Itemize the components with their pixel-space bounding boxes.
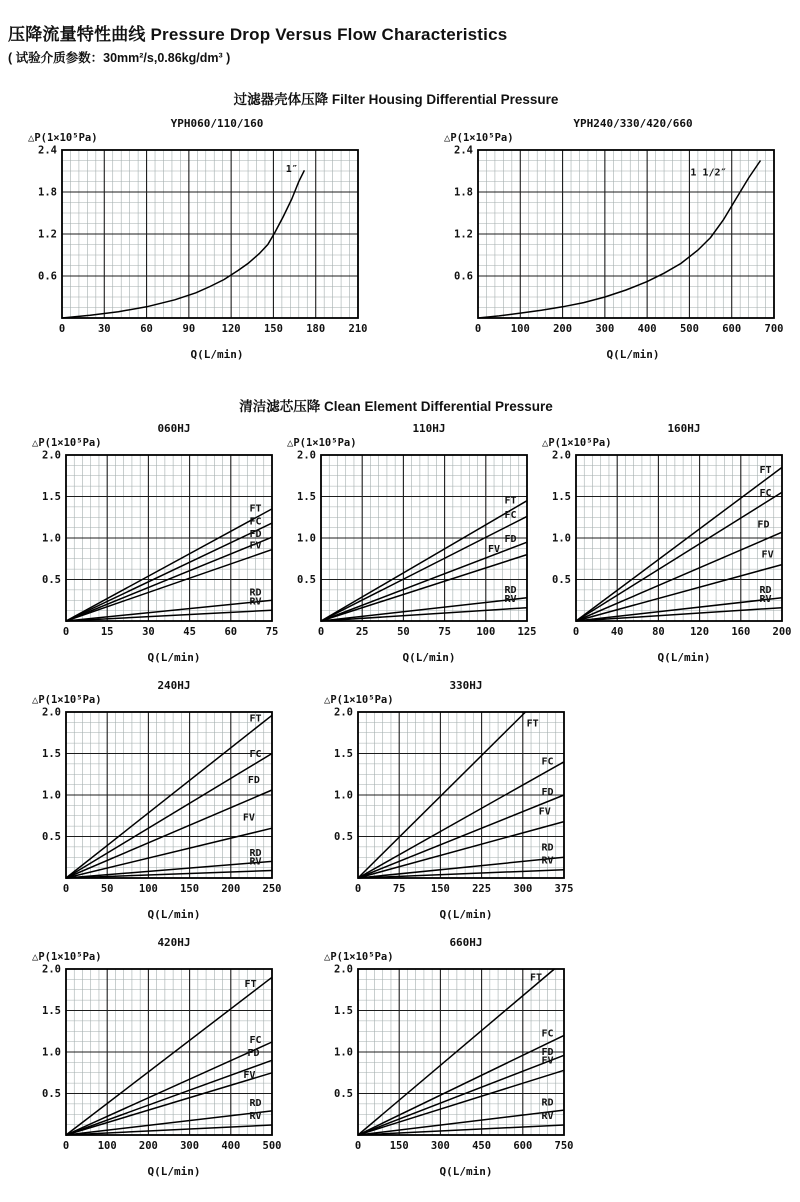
y-tick-label: 1.0 [42, 1046, 61, 1059]
series-line-FC [321, 516, 527, 621]
y-tick-label: 2.4 [454, 145, 473, 157]
plot-area-element-060hj [30, 450, 282, 651]
series-label-RD: RD [249, 587, 262, 599]
series-line-FD [66, 790, 272, 878]
x-tick-label: 40 [610, 626, 624, 638]
y-axis-label: △P(1×10⁵Pa) [287, 437, 357, 449]
housing-charts-row [26, 116, 784, 361]
x-tick-label: 0 [572, 626, 580, 638]
series-label-FV: FV [538, 806, 551, 818]
series-label-FV: FV [488, 543, 501, 555]
x-tick-label: 120 [221, 323, 241, 335]
series-label-1 1/2″: 1 1/2″ [690, 167, 727, 179]
plot-area-element-160hj [540, 450, 792, 651]
x-tick-label: 90 [182, 323, 196, 335]
x-tick-label: 25 [355, 626, 369, 638]
chart-title: YPH060/110/160 [170, 117, 264, 130]
y-tick-label: 0.5 [42, 831, 61, 843]
chart-title: 060HJ [157, 422, 191, 435]
series-label-FV: FV [761, 549, 774, 561]
x-tick-label: 200 [553, 323, 573, 335]
chart-housing-yph060-110-160 [26, 116, 372, 361]
section-heading-element: 清洁滤芯压降 Clean Element Differential Pressure [239, 399, 553, 414]
chart-title: 660HJ [449, 936, 483, 949]
y-tick-label: 1.8 [454, 186, 473, 199]
plot-area-housing-yph240-330-420-660 [442, 145, 788, 348]
y-tick-label: 0.5 [42, 1088, 61, 1100]
series-line-FC [358, 1035, 564, 1135]
series-label-FC: FC [541, 756, 554, 768]
x-tick-label: 210 [348, 323, 368, 335]
y-tick-label: 1.0 [334, 789, 353, 802]
series-label-FT: FT [504, 495, 517, 507]
y-tick-label: 0.5 [552, 574, 571, 586]
y-tick-label: 1.5 [334, 1005, 353, 1017]
x-tick-label: 300 [430, 1140, 450, 1152]
y-axis-label: △P(1×10⁵Pa) [32, 951, 102, 963]
series-label-FV: FV [243, 1070, 256, 1082]
element-charts-row-2 [30, 678, 784, 921]
x-axis-label: Q(L/min) [190, 348, 244, 361]
x-tick-label: 75 [438, 626, 451, 638]
series-label-FC: FC [759, 488, 772, 500]
series-label-FC: FC [504, 510, 517, 522]
series-label-FV: FV [541, 1055, 554, 1067]
x-tick-label: 45 [183, 626, 196, 638]
series-label-FD: FD [541, 787, 554, 799]
series-label-FD: FD [247, 1047, 260, 1059]
series-label-RD: RD [541, 842, 554, 854]
x-tick-label: 0 [317, 626, 325, 638]
y-axis-label: △P(1×10⁵Pa) [32, 694, 102, 706]
chart-element-160hj [540, 421, 792, 664]
series-label-RD: RD [541, 1097, 554, 1109]
y-tick-label: 2.0 [297, 450, 316, 462]
series-label-FC: FC [249, 516, 262, 528]
series-label-FD: FD [504, 533, 517, 545]
series-label-RV: RV [759, 594, 772, 606]
y-tick-label: 1.5 [42, 748, 61, 760]
x-tick-label: 75 [265, 626, 279, 638]
x-tick-label: 400 [637, 323, 657, 335]
x-tick-label: 150 [430, 883, 450, 895]
x-tick-label: 300 [180, 1140, 200, 1152]
grid-major [576, 455, 782, 621]
series-label-RV: RV [541, 1111, 554, 1123]
y-tick-label: 1.0 [42, 532, 61, 545]
y-tick-label: 1.5 [552, 491, 571, 503]
grid-major [62, 150, 358, 318]
chart-title: 420HJ [157, 936, 191, 949]
series-label-FT: FT [526, 718, 539, 730]
grid-major [321, 455, 527, 621]
x-tick-label: 0 [62, 626, 70, 638]
chart-element-060hj [30, 421, 282, 664]
series-label-RD: RD [504, 584, 517, 596]
x-tick-label: 50 [100, 883, 114, 895]
series-line-FV [358, 1070, 564, 1135]
y-tick-label: 1.5 [334, 748, 353, 760]
x-tick-label: 250 [262, 883, 282, 895]
series-line-RV [358, 870, 564, 878]
series-line-FD [66, 1060, 272, 1135]
series-label-FD: FD [541, 1047, 554, 1059]
page-title: 压降流量特性曲线 Pressure Drop Versus Flow Characteristics [8, 25, 508, 44]
series-label-RV: RV [249, 856, 262, 868]
x-tick-label: 200 [138, 1140, 158, 1152]
y-axis-label: △P(1×10⁵Pa) [324, 694, 394, 706]
x-axis-label: Q(L/min) [439, 1165, 493, 1178]
series-label-FV: FV [249, 540, 262, 552]
y-tick-label: 1.0 [552, 532, 571, 545]
series-line-RD [66, 861, 272, 878]
y-tick-label: 1.0 [42, 789, 61, 802]
series-line-FD [576, 532, 782, 621]
x-tick-label: 150 [263, 323, 283, 335]
plot-area-element-240hj [30, 707, 282, 908]
series-label-FD: FD [247, 775, 260, 787]
x-tick-label: 30 [142, 626, 155, 638]
y-axis-label: △P(1×10⁵Pa) [542, 437, 612, 449]
x-tick-label: 100 [510, 323, 530, 335]
y-tick-label: 1.5 [42, 491, 61, 503]
x-tick-label: 500 [262, 1140, 282, 1152]
page-subtitle: ( 试验介质参数：30mm²/s,0.86kg/dm³ ) [8, 51, 231, 65]
x-tick-label: 0 [474, 323, 482, 335]
y-axis-label: △P(1×10⁵Pa) [444, 132, 514, 144]
y-axis-label: △P(1×10⁵Pa) [32, 437, 102, 449]
series-label-RV: RV [249, 1111, 262, 1123]
y-tick-label: 2.4 [38, 145, 57, 157]
x-tick-label: 150 [180, 883, 200, 895]
chart-element-660hj [322, 935, 574, 1178]
x-tick-label: 375 [554, 883, 574, 895]
x-axis-label: Q(L/min) [439, 908, 493, 921]
y-tick-label: 1.8 [38, 186, 57, 199]
grid-major [358, 712, 564, 878]
series-line-FT [66, 509, 272, 621]
x-axis-label: Q(L/min) [147, 651, 201, 664]
y-axis-label: △P(1×10⁵Pa) [28, 132, 98, 144]
series-line-FT [321, 501, 527, 621]
y-tick-label: 2.0 [334, 964, 353, 976]
series-label-RV: RV [504, 594, 517, 606]
y-tick-label: 2.0 [42, 707, 61, 719]
x-tick-label: 700 [764, 323, 784, 335]
element-charts-row-1 [30, 421, 792, 664]
grid-major [358, 969, 564, 1135]
x-tick-label: 0 [62, 883, 70, 895]
x-tick-label: 15 [100, 626, 114, 638]
series-line-RV [66, 871, 272, 879]
series-line-RV [66, 610, 272, 621]
y-tick-label: 1.0 [297, 532, 316, 545]
series-line-FV [358, 822, 564, 878]
x-tick-label: 80 [652, 626, 665, 638]
chart-title: YPH240/330/420/660 [573, 117, 693, 130]
x-tick-label: 150 [389, 1140, 409, 1152]
x-tick-label: 180 [306, 323, 326, 335]
x-tick-label: 120 [690, 626, 710, 638]
series-label-FC: FC [249, 1034, 262, 1046]
x-tick-label: 300 [595, 323, 615, 335]
plot-area-element-420hj [30, 964, 282, 1165]
series-label-FC: FC [249, 748, 262, 760]
x-tick-label: 0 [58, 323, 66, 335]
x-tick-label: 0 [62, 1140, 70, 1152]
y-tick-label: 1.2 [38, 228, 57, 241]
x-tick-label: 500 [679, 323, 699, 335]
x-axis-label: Q(L/min) [147, 1165, 201, 1178]
x-tick-label: 60 [224, 626, 238, 638]
series-label-FD: FD [757, 519, 770, 531]
x-tick-label: 125 [517, 626, 537, 638]
y-tick-label: 0.5 [334, 1088, 353, 1100]
series-label-FT: FT [529, 972, 543, 984]
y-axis-label: △P(1×10⁵Pa) [324, 951, 394, 963]
x-tick-label: 300 [513, 883, 533, 895]
y-tick-label: 1.2 [454, 228, 473, 241]
series-label-FT: FT [244, 978, 257, 990]
chart-title: 160HJ [667, 422, 701, 435]
x-tick-label: 0 [354, 883, 362, 895]
x-tick-label: 0 [354, 1140, 362, 1152]
x-tick-label: 75 [392, 883, 406, 895]
series-line-RV [66, 1125, 272, 1135]
x-tick-label: 60 [140, 323, 153, 335]
chart-title: 110HJ [412, 422, 446, 435]
x-tick-label: 200 [221, 883, 241, 895]
y-tick-label: 1.0 [334, 1046, 353, 1059]
y-tick-label: 2.0 [334, 707, 353, 719]
plot-area-housing-yph060-110-160 [26, 145, 372, 348]
series-label-FT: FT [759, 465, 772, 477]
x-tick-label: 100 [476, 626, 496, 638]
series-label-1″: 1″ [285, 163, 298, 175]
x-tick-label: 50 [397, 626, 410, 638]
x-tick-label: 750 [554, 1140, 574, 1152]
chart-element-330hj [322, 678, 574, 921]
chart-housing-yph240-330-420-660 [442, 116, 788, 361]
x-tick-label: 30 [97, 323, 111, 335]
x-axis-label: Q(L/min) [657, 651, 711, 664]
grid-major [66, 969, 272, 1135]
series-label-FT: FT [249, 713, 262, 725]
chart-element-240hj [30, 678, 282, 921]
element-charts-row-3 [30, 935, 784, 1178]
x-tick-label: 225 [472, 883, 492, 895]
plot-area-element-660hj [322, 964, 574, 1165]
x-tick-label: 100 [138, 883, 158, 895]
series-line-FV [321, 555, 527, 621]
x-axis-label: Q(L/min) [402, 651, 456, 664]
series-line-FV [576, 565, 782, 621]
x-axis-label: Q(L/min) [147, 908, 201, 921]
y-tick-label: 0.5 [334, 831, 353, 843]
x-tick-label: 600 [513, 1140, 533, 1152]
plot-area-element-330hj [322, 707, 574, 908]
series-label-RD: RD [249, 1098, 262, 1110]
series-label-FD: FD [249, 529, 262, 541]
series-label-FC: FC [541, 1028, 554, 1040]
series-label-RD: RD [759, 584, 772, 596]
chart-title: 240HJ [157, 679, 191, 692]
series-line-RV [358, 1125, 564, 1135]
section-heading-housing: 过滤器壳体压降 Filter Housing Differential Pressure [233, 92, 559, 107]
y-tick-label: 0.6 [454, 270, 473, 283]
x-tick-label: 200 [772, 626, 792, 638]
y-tick-label: 2.0 [42, 450, 61, 462]
y-tick-label: 0.6 [38, 270, 57, 283]
series-label-RD: RD [249, 848, 262, 860]
grid-major [478, 150, 774, 318]
series-line-FT [576, 467, 782, 621]
x-axis-label: Q(L/min) [606, 348, 660, 361]
x-tick-label: 400 [221, 1140, 241, 1152]
chart-element-420hj [30, 935, 282, 1178]
chart-element-110hj [285, 421, 537, 664]
x-tick-label: 450 [472, 1140, 492, 1152]
series-label-FT: FT [249, 503, 262, 515]
y-tick-label: 1.5 [42, 1005, 61, 1017]
y-tick-label: 0.5 [42, 574, 61, 586]
x-tick-label: 160 [731, 626, 751, 638]
y-tick-label: 1.5 [297, 491, 316, 503]
plot-area-element-110hj [285, 450, 537, 651]
x-tick-label: 600 [722, 323, 742, 335]
chart-title: 330HJ [449, 679, 483, 692]
series-label-FV: FV [242, 812, 255, 824]
y-tick-label: 2.0 [552, 450, 571, 462]
y-tick-label: 2.0 [42, 964, 61, 976]
y-tick-label: 0.5 [297, 574, 316, 586]
series-label-RV: RV [249, 596, 262, 608]
x-tick-label: 100 [97, 1140, 117, 1152]
series-label-RV: RV [541, 855, 554, 867]
